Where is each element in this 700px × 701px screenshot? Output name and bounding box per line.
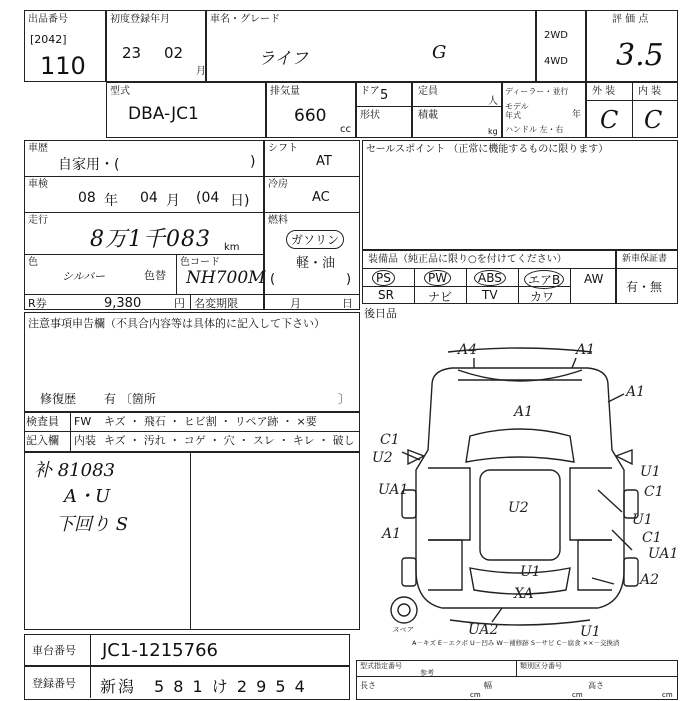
shape-label: 形状 xyxy=(360,110,380,121)
length-label: 長さ xyxy=(360,681,376,690)
lot-code: [2042] xyxy=(30,33,67,46)
car-name: ライフ xyxy=(258,49,308,69)
fuel-label: 燃料 xyxy=(268,215,288,226)
equip-navi: ナビ xyxy=(428,290,453,304)
score-value: 3.5 xyxy=(616,38,664,73)
diagram-mark-ua2-rear: UA2 xyxy=(468,622,499,638)
grade: G xyxy=(432,42,447,63)
shift-value: AT xyxy=(316,154,332,169)
diagram-mark-ua1-right: UA1 xyxy=(648,546,678,562)
diagram-mark-u1-right-2: U1 xyxy=(632,512,653,528)
equip-aw: AW xyxy=(584,272,604,286)
class-label: 類別区分番号 xyxy=(520,662,562,670)
inspector-label-1: 検査員 xyxy=(26,415,59,428)
chassis-value: JC1-1215766 xyxy=(102,640,218,661)
equipment-label: 装備品（純正品に限り○を付けてください） xyxy=(368,254,567,265)
equip-leather: カワ xyxy=(530,290,555,304)
specified-label: 型式指定番号 xyxy=(360,662,402,670)
diagram-mark-u1-right: U1 xyxy=(640,464,661,480)
drive-4wd: 4WD xyxy=(544,56,568,67)
equip-abs: ABS xyxy=(474,270,506,286)
cm-unit-2: cm xyxy=(572,691,583,699)
warranty-label: 新車保証書 xyxy=(622,254,668,264)
insp-day: (04 xyxy=(196,190,220,206)
diagram-mark-a4: A4 xyxy=(458,342,478,358)
equip-pw: PW xyxy=(424,270,451,286)
insp-year: 08 xyxy=(78,190,96,206)
diagram-mark-a1-hood: A1 xyxy=(514,404,534,420)
cc-unit: cc xyxy=(340,124,351,135)
equip-ps: PS xyxy=(372,270,395,286)
ac-value: AC xyxy=(312,190,330,205)
plate-label: 登録番号 xyxy=(32,677,76,690)
exterior-label: 外 装 xyxy=(592,86,616,97)
expire-day-unit: 日 xyxy=(342,297,353,310)
interior-label: 内 装 xyxy=(638,86,662,97)
diagram-mark-u1-bottom: U1 xyxy=(580,624,601,640)
car-damage-diagram xyxy=(362,340,678,640)
expire-month-unit: 月 xyxy=(290,297,301,310)
spare-label: スペア xyxy=(392,626,413,634)
handwritten-line-1: 补 81083 xyxy=(34,460,115,481)
color-change-label: 色替 xyxy=(144,269,166,282)
insp-month-unit: 月 xyxy=(166,193,180,209)
diagram-mark-u2-roof: U2 xyxy=(508,500,529,516)
mileage-value: 8万1千083 xyxy=(90,227,211,252)
shift-label: シフト xyxy=(268,143,298,154)
interior-grade: C xyxy=(644,106,663,134)
fuel-paren-open: ( xyxy=(270,272,276,287)
model-year-label: モデル年式 xyxy=(505,102,529,120)
loading-label: 積載 xyxy=(418,110,438,121)
selling-points-box xyxy=(362,140,678,250)
diagram-mark-u2-left: U2 xyxy=(372,450,393,466)
use-label: 車歴 xyxy=(28,143,48,154)
displacement-value: 660 xyxy=(294,106,327,126)
model-value: DBA-JC1 xyxy=(128,104,199,124)
reg-month: 02 xyxy=(164,44,184,62)
plate-value: 新潟 5 8 1 け 2 9 5 4 xyxy=(100,677,307,696)
fuel-gasoline: ガソリン xyxy=(286,230,344,249)
score-label: 評 価 点 xyxy=(612,14,649,25)
notes-title: 注意事項申告欄（不具合内容等は具体的に記入して下さい） xyxy=(28,317,325,330)
cm-unit-1: cm xyxy=(470,691,481,699)
diagram-mark-a1-right: A1 xyxy=(626,384,646,400)
mileage-label: 走行 xyxy=(28,215,48,226)
spec-box xyxy=(356,660,678,700)
handwritten-line-2: A・U xyxy=(64,486,111,507)
diagram-mark-a1-top: A1 xyxy=(576,342,596,358)
lot-label: 出品番号 xyxy=(28,14,68,25)
month-unit: 月 xyxy=(196,66,206,77)
cm-unit-3: cm xyxy=(662,691,673,699)
fw-items: キズ ・ 飛石 ・ ヒビ割 ・ リペア跡 ・ ×要 xyxy=(104,415,317,428)
inspector-label-2: 記入欄 xyxy=(26,434,59,447)
drive-box xyxy=(536,10,586,82)
dealer-label: ディーラー・並行 xyxy=(505,87,569,96)
diagram-mark-a2-right: A2 xyxy=(640,572,660,588)
diagram-mark-ua1-left: UA1 xyxy=(378,482,409,498)
interior-inspect-label: 内装 xyxy=(74,434,96,447)
drive-2wd: 2WD xyxy=(544,30,568,41)
width-label: 幅 xyxy=(484,681,492,690)
insp-day-unit: 日) xyxy=(230,193,250,209)
color-label: 色 xyxy=(28,257,38,268)
lot-number: 110 xyxy=(40,52,86,80)
repair-close: 〕 xyxy=(338,392,351,406)
ac-label: 冷房 xyxy=(268,179,288,190)
year-unit: 年 xyxy=(572,110,582,120)
repair-value: 有 〔箇所 xyxy=(104,392,156,406)
diagram-mark-a1-left: A1 xyxy=(382,526,402,542)
equip-sr: SR xyxy=(378,288,394,302)
color-code: NH700M xyxy=(186,268,266,288)
chassis-label: 車台番号 xyxy=(32,644,76,657)
capacity-label: 定員 xyxy=(418,86,438,97)
color-value: シルバー xyxy=(62,270,105,283)
model-label: 型式 xyxy=(110,86,130,97)
diagram-mark-c1-right: C1 xyxy=(644,484,664,500)
interior-items: キズ ・ 汚れ ・ コゲ ・ 穴 ・ スレ ・ キレ ・ 破し xyxy=(104,434,355,447)
selling-points-title: セールスポイント （正常に機能するものに限ります） xyxy=(366,144,609,155)
yen-unit: 円 xyxy=(174,297,185,310)
handle-label: ハンドル 左・右 xyxy=(505,125,564,134)
name-grade-label: 車名・グレード xyxy=(210,14,280,25)
fuel-paren-close: ) xyxy=(346,272,352,287)
recycle-label: R券 xyxy=(28,297,47,310)
diagram-mark-u1-rear: U1 xyxy=(520,564,541,580)
diagram-mark-xa-rear: XA xyxy=(514,586,534,602)
kg-unit: kg xyxy=(488,127,498,136)
rear-seat-label: 後日品 xyxy=(364,307,397,320)
inspection-label: 車検 xyxy=(28,179,48,190)
diagram-mark-c1-right-2: C1 xyxy=(642,530,662,546)
person-unit: 人 xyxy=(488,96,498,107)
specified-ref: 参考 xyxy=(420,669,434,677)
repair-label: 修復歴 xyxy=(40,392,77,406)
use-value: 自家用・( xyxy=(58,157,120,173)
km-unit: km xyxy=(224,242,240,253)
handwritten-line-3: 下回り S xyxy=(56,514,129,535)
recycle-value: 9,380 xyxy=(104,296,142,311)
insp-month: 04 xyxy=(140,190,158,206)
exterior-grade: C xyxy=(600,106,619,134)
diagram-mark-c1-left: C1 xyxy=(380,432,400,448)
equip-tv: TV xyxy=(482,288,498,302)
first-reg-label: 初度登録年月 xyxy=(110,14,170,25)
doors-value: 5 xyxy=(380,88,389,103)
insp-year-unit: 年 xyxy=(104,193,118,209)
equip-airbag: エアB xyxy=(524,270,564,289)
reg-year: 23 xyxy=(122,44,142,62)
fw-label: FW xyxy=(74,415,92,428)
use-close: ) xyxy=(250,154,256,170)
diagram-legend: A－キズ E－エクボ U－凹み W－補修跡 S－サビ C－腐食 ××－交換済 xyxy=(412,639,620,647)
displacement-label: 排気量 xyxy=(270,86,300,97)
doors-label: ドア xyxy=(360,86,380,97)
height-label: 高さ xyxy=(588,681,604,690)
expire-label: 名変期限 xyxy=(194,297,238,310)
color-code-label: 色コード xyxy=(180,257,220,268)
warranty-value: 有・無 xyxy=(626,280,663,294)
fuel-diesel: 軽・油 xyxy=(296,256,336,271)
